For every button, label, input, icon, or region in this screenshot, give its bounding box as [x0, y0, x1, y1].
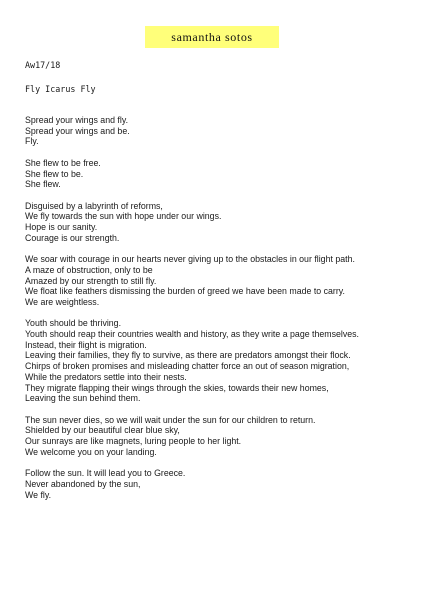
poem-line: A maze of obstruction, only to be	[25, 264, 153, 275]
poem-line: We soar with courage in our hearts never giving up to the obstacles in our flight path.	[25, 254, 355, 265]
poem-line: Amazed by our strength to still fly.	[25, 275, 157, 286]
poem-line: We are weightless.	[25, 296, 100, 307]
poem-line: Youth should reap their countries wealth and history, as they write a page themselves.	[25, 329, 359, 339]
poem-line: Chirps of broken promises and misleading chatter force an out of season migration,	[25, 361, 350, 372]
poem-line: Disguised by a labyrinth of reforms,	[25, 200, 163, 211]
poem-line: We float like feathers dismissing the burden of greed we have been made to carry.	[25, 286, 345, 297]
stanza	[25, 201, 417, 244]
poem-line: Courage is our strength.	[25, 232, 120, 243]
poem-line: Spread your wings and fly.	[25, 115, 129, 125]
stanza	[25, 254, 417, 308]
poem-line: Youth should be thriving.	[25, 318, 122, 329]
stanza	[25, 115, 417, 147]
poem-line: They migrate flapping their wings through the skies, towards their new homes,	[25, 382, 329, 393]
poem-line: Hope is our sanity.	[25, 222, 98, 232]
stanza	[25, 468, 417, 500]
author-name-label: samantha sotos	[145, 26, 279, 48]
poem-line: Leaving their families, they fly to survive, as there are predators amongst their flock.	[25, 350, 351, 361]
poem-line: Never abandoned by the sun,	[25, 478, 141, 489]
poem-line: We welcome you on your landing.	[25, 446, 157, 457]
collection-code: Aw17/18	[25, 60, 61, 70]
poem-body	[25, 115, 417, 511]
poem-line: Shielded by our beautiful clear blue sky,	[25, 425, 180, 436]
poem-line: Spread your wings and be.	[25, 125, 130, 136]
poem-line: Instead, their flight is migration.	[25, 339, 147, 350]
poem-line: Our sunrays are like magnets, luring people to her light.	[25, 436, 242, 447]
poem-title: Fly Icarus Fly	[25, 84, 96, 94]
poem-line: Fly.	[25, 136, 39, 147]
poem-line: She flew.	[25, 179, 61, 190]
poem-line: While the predators settle into their nests.	[25, 371, 187, 382]
poem-line: We fly.	[25, 489, 52, 500]
stanza	[25, 158, 417, 190]
poem-line: We fly towards the sun with hope under our wings.	[25, 211, 222, 222]
poem-line: The sun never dies, so we will wait under the sun for our children to return.	[25, 414, 316, 425]
poem-line: Leaving the sun behind them.	[25, 393, 141, 404]
stanza	[25, 415, 417, 458]
stanza	[25, 318, 417, 404]
poem-line: Follow the sun. It will lead you to Greece.	[25, 468, 186, 479]
poem-line: She flew to be free.	[25, 157, 101, 168]
poem-line: She flew to be.	[25, 168, 84, 179]
